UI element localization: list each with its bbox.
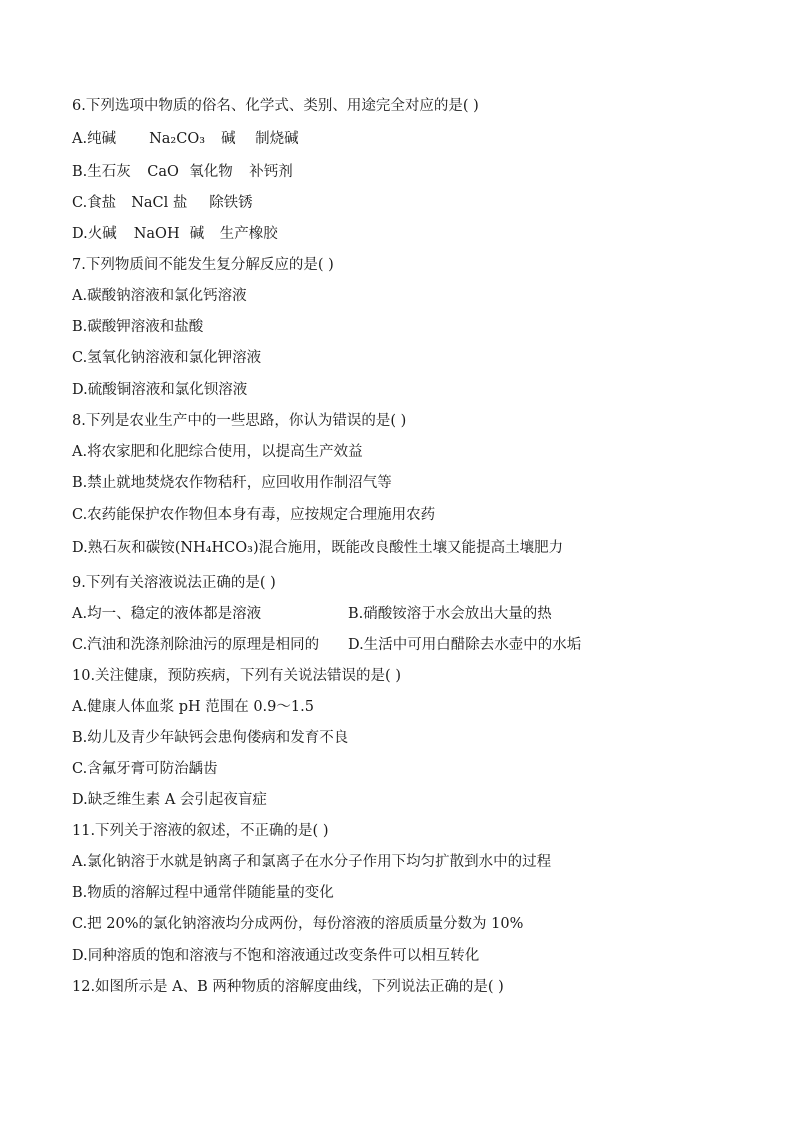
question-6-stem: 6.下列选项中物质的俗名、化学式、类别、用途完全对应的是( ) (72, 98, 479, 114)
question-8-stem: 8.下列是农业生产中的一些思路，你认为错误的是( ) (72, 413, 407, 429)
question-11-option-c: C.把 20%的氯化钠溶液均分成两份，每份溶液的溶质质量分数为 10% (72, 916, 524, 932)
chemical-formula: NaOH (133, 226, 180, 242)
category: 碱 (221, 131, 236, 147)
question-11-option-d: D.同种溶质的饱和溶液与不饱和溶液通过改变条件可以相互转化 (72, 948, 480, 964)
question-9-option-d: D.生活中可用白醋除去水壶中的水垢 (348, 637, 582, 653)
use: 除铁锈 (209, 195, 253, 211)
question-9-options-row-2 (72, 635, 581, 655)
option-letter: B. (72, 164, 88, 180)
question-10-option-a: A.健康人体血浆 pH 范围在 0.9～1.5 (72, 699, 314, 715)
question-9-option-b: B.硝酸铵溶于水会放出大量的热 (348, 606, 552, 622)
question-7-stem: 7.下列物质间不能发生复分解反应的是( ) (72, 257, 334, 273)
question-11-option-a: A.氯化钠溶于水就是钠离子和氯离子在水分子作用下均匀扩散到水中的过程 (72, 854, 552, 870)
question-9-option-c: C.汽油和洗涤剂除油污的原理是相同的 (72, 637, 320, 653)
common-name: 食盐 (87, 195, 117, 211)
question-6-option-c (72, 193, 253, 213)
question-7-option-c: C.氢氧化钠溶液和氯化钾溶液 (72, 350, 262, 366)
common-name: 火碱 (87, 226, 117, 242)
question-8-option-a: A.将农家肥和化肥综合使用，以提高生产效益 (72, 444, 363, 460)
category: 碱 (189, 226, 205, 242)
question-10-option-b: B.幼儿及青少年缺钙会患佝偻病和发育不良 (72, 730, 349, 746)
question-9-option-a: A.均一、稳定的液体都是溶液 (72, 606, 262, 622)
question-8-option-d: D.熟石灰和碳铵(NH₄HCO₃)混合施用，既能改良酸性土壤又能提高土壤肥力 (72, 540, 564, 556)
common-name: 纯碱 (87, 131, 117, 147)
question-11-stem: 11.下列关于溶液的叙述，不正确的是( ) (72, 823, 329, 839)
question-9-stem: 9.下列有关溶液说法正确的是( ) (72, 575, 276, 591)
chemical-formula: NaCl 盐 (131, 195, 188, 211)
question-8-option-c: C.农药能保护农作物但本身有毒，应按规定合理施用农药 (72, 507, 436, 523)
question-6-option-d (72, 224, 278, 244)
question-6-option-a (72, 129, 299, 149)
question-8-option-b: B.禁止就地焚烧农作物秸秆，应回收用作制沼气等 (72, 475, 392, 491)
question-7-option-d: D.硫酸铜溶液和氯化钡溶液 (72, 382, 248, 398)
question-10-option-d: D.缺乏维生素 A 会引起夜盲症 (72, 792, 267, 808)
use: 制烧碱 (255, 131, 299, 147)
chemical-formula: Na₂CO₃ (149, 131, 206, 147)
use: 生产橡胶 (219, 226, 278, 242)
question-11-option-b: B.物质的溶解过程中通常伴随能量的变化 (72, 885, 334, 901)
use: 补钙剂 (249, 164, 293, 180)
option-letter: C. (72, 195, 88, 211)
question-6-option-b (72, 162, 293, 182)
option-letter: A. (72, 131, 88, 147)
question-7-option-a: A.碳酸钠溶液和氯化钙溶液 (72, 288, 247, 304)
option-letter: D. (72, 226, 88, 242)
common-name: 生石灰 (87, 164, 131, 180)
category: 氧化物 (189, 164, 233, 180)
question-9-options-row-1 (72, 604, 552, 624)
question-10-stem: 10.关注健康，预防疾病，下列有关说法错误的是( ) (72, 668, 401, 684)
question-12-stem: 12.如图所示是 A、B 两种物质的溶解度曲线，下列说法正确的是( ) (72, 979, 504, 995)
question-10-option-c: C.含氟牙膏可防治龋齿 (72, 761, 218, 777)
chemical-formula: CaO (147, 164, 179, 180)
question-7-option-b: B.碳酸钾溶液和盐酸 (72, 319, 204, 335)
